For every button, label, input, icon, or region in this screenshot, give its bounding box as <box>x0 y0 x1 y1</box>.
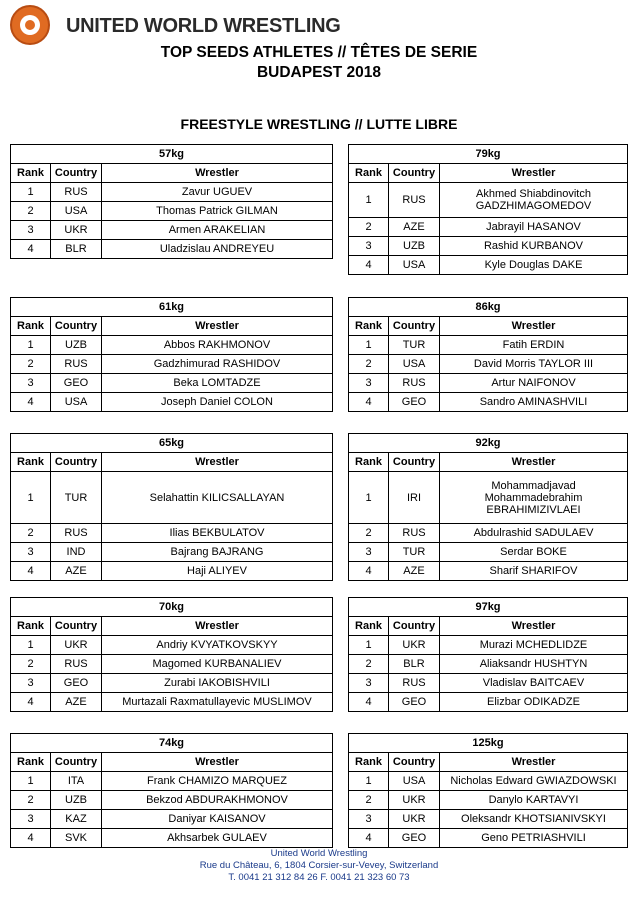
cell-wrestler: Elizbar ODIKADZE <box>440 693 628 712</box>
cell-wrestler: Danylo KARTAVYI <box>440 791 628 810</box>
cell-wrestler: Nicholas Edward GWIAZDOWSKI <box>440 772 628 791</box>
table-row <box>11 472 333 524</box>
cell-country: GEO <box>389 393 440 412</box>
cell-country: IND <box>51 543 102 562</box>
cell-rank: 1 <box>11 183 51 202</box>
table-row <box>349 810 628 829</box>
table-row <box>349 543 628 562</box>
cell-country: RUS <box>389 524 440 543</box>
cell-country: TUR <box>389 543 440 562</box>
footer-contact: T. 0041 21 312 84 26 F. 0041 21 323 60 73 <box>228 872 410 883</box>
column-header-country: Country <box>51 164 102 183</box>
cell-wrestler: Vladislav BAITCAEV <box>440 674 628 693</box>
table-row <box>349 256 628 275</box>
cell-country: USA <box>389 256 440 275</box>
cell-rank: 2 <box>11 524 51 543</box>
cell-wrestler: Murtazali Raxmatullayevic MUSLIMOV <box>102 693 333 712</box>
cell-rank: 1 <box>349 183 389 218</box>
page-title: TOP SEEDS ATHLETES // TÊTES DE SERIE <box>160 44 478 61</box>
table-row <box>349 374 628 393</box>
cell-country: AZE <box>51 562 102 581</box>
weight-category: 74kg <box>11 734 333 753</box>
cell-wrestler: Kyle Douglas DAKE <box>440 256 628 275</box>
table-row <box>349 524 628 543</box>
weight-category: 57kg <box>11 145 333 164</box>
cell-rank: 3 <box>11 674 51 693</box>
table-row <box>11 543 333 562</box>
table-header <box>349 753 628 772</box>
column-header-wrestler: Wrestler <box>102 753 333 772</box>
table-row <box>11 202 333 221</box>
cell-rank: 2 <box>349 791 389 810</box>
cell-wrestler: Abbos RAKHMONOV <box>102 336 333 355</box>
event-name: BUDAPEST 2018 <box>256 64 382 81</box>
table-row <box>349 393 628 412</box>
table-header <box>11 453 333 472</box>
cell-country: GEO <box>51 374 102 393</box>
table-row <box>11 693 333 712</box>
cell-rank: 1 <box>11 472 51 524</box>
cell-rank: 3 <box>349 674 389 693</box>
cell-rank: 4 <box>11 693 51 712</box>
table-header <box>349 317 628 336</box>
table-row <box>349 472 628 524</box>
cell-rank: 2 <box>11 655 51 674</box>
table-92kg <box>348 433 628 581</box>
weight-category: 92kg <box>349 434 628 453</box>
table-header <box>11 317 333 336</box>
cell-country: RUS <box>389 374 440 393</box>
cell-rank: 4 <box>349 829 389 848</box>
cell-wrestler: Akhmed Shiabdinovitch GADZHIMAGOMEDOV <box>440 183 628 218</box>
table-74kg <box>10 733 333 848</box>
column-header-wrestler: Wrestler <box>440 753 628 772</box>
column-header-wrestler: Wrestler <box>102 164 333 183</box>
cell-country: IRI <box>389 472 440 524</box>
table-row <box>11 374 333 393</box>
table-header <box>349 453 628 472</box>
cell-country: UKR <box>389 810 440 829</box>
table-61kg <box>10 297 333 412</box>
column-header-rank: Rank <box>11 453 51 472</box>
column-header-rank: Rank <box>349 317 389 336</box>
cell-country: AZE <box>389 562 440 581</box>
cell-country: USA <box>51 393 102 412</box>
cell-rank: 1 <box>349 772 389 791</box>
table-row <box>349 829 628 848</box>
cell-wrestler: Geno PETRIASHVILI <box>440 829 628 848</box>
cell-rank: 4 <box>11 393 51 412</box>
cell-country: UZB <box>51 336 102 355</box>
cell-rank: 2 <box>349 524 389 543</box>
column-header-rank: Rank <box>349 164 389 183</box>
table-header <box>11 164 333 183</box>
table-row <box>349 218 628 237</box>
weight-category: 61kg <box>11 298 333 317</box>
cell-wrestler: Sharif SHARIFOV <box>440 562 628 581</box>
cell-rank: 1 <box>11 772 51 791</box>
cell-wrestler: Joseph Daniel COLON <box>102 393 333 412</box>
cell-rank: 4 <box>349 256 389 275</box>
weight-category: 65kg <box>11 434 333 453</box>
column-header-rank: Rank <box>349 453 389 472</box>
table-row <box>11 674 333 693</box>
cell-rank: 3 <box>11 374 51 393</box>
cell-rank: 3 <box>11 810 51 829</box>
table-row <box>349 237 628 256</box>
cell-country: RUS <box>389 674 440 693</box>
cell-wrestler: Beka LOMTADZE <box>102 374 333 393</box>
cell-rank: 3 <box>11 543 51 562</box>
cell-rank: 2 <box>11 791 51 810</box>
column-header-wrestler: Wrestler <box>440 164 628 183</box>
column-header-country: Country <box>51 453 102 472</box>
cell-wrestler: Fatih ERDIN <box>440 336 628 355</box>
weight-category: 70kg <box>11 598 333 617</box>
cell-rank: 4 <box>11 829 51 848</box>
footer-address: Rue du Château, 6, 1804 Corsier-sur-Vevey, Switzerland <box>199 860 439 871</box>
column-header-rank: Rank <box>11 317 51 336</box>
cell-country: KAZ <box>51 810 102 829</box>
cell-rank: 2 <box>349 218 389 237</box>
cell-wrestler: Armen ARAKELIAN <box>102 221 333 240</box>
cell-country: AZE <box>51 693 102 712</box>
table-header <box>349 617 628 636</box>
cell-wrestler: Bekzod ABDURAKHMONOV <box>102 791 333 810</box>
cell-wrestler: Magomed KURBANALIEV <box>102 655 333 674</box>
table-row <box>11 829 333 848</box>
cell-country: RUS <box>51 524 102 543</box>
table-row <box>11 636 333 655</box>
cell-country: SVK <box>51 829 102 848</box>
table-row <box>349 636 628 655</box>
column-header-rank: Rank <box>349 753 389 772</box>
column-header-rank: Rank <box>349 617 389 636</box>
cell-country: BLR <box>389 655 440 674</box>
cell-country: GEO <box>389 829 440 848</box>
cell-rank: 3 <box>349 374 389 393</box>
cell-rank: 4 <box>11 240 51 259</box>
table-70kg <box>10 597 333 712</box>
cell-country: UKR <box>389 636 440 655</box>
cell-wrestler: Aliaksandr HUSHTYN <box>440 655 628 674</box>
table-row <box>349 674 628 693</box>
cell-country: GEO <box>51 674 102 693</box>
cell-wrestler: Jabrayil HASANOV <box>440 218 628 237</box>
table-row <box>11 655 333 674</box>
org-name: UNITED WORLD WRESTLING <box>66 15 341 37</box>
cell-rank: 4 <box>349 393 389 412</box>
table-row <box>11 183 333 202</box>
table-row <box>11 810 333 829</box>
cell-country: UKR <box>51 221 102 240</box>
table-row <box>11 355 333 374</box>
column-header-country: Country <box>51 753 102 772</box>
cell-rank: 1 <box>349 636 389 655</box>
table-row <box>349 655 628 674</box>
table-header <box>11 617 333 636</box>
table-row <box>349 562 628 581</box>
cell-rank: 3 <box>349 543 389 562</box>
cell-wrestler: David Morris TAYLOR III <box>440 355 628 374</box>
cell-rank: 4 <box>11 562 51 581</box>
table-79kg <box>348 144 628 275</box>
style-title: FREESTYLE WRESTLING // LUTTE LIBRE <box>180 116 458 132</box>
cell-rank: 2 <box>11 202 51 221</box>
cell-country: AZE <box>389 218 440 237</box>
weight-category: 86kg <box>349 298 628 317</box>
cell-wrestler: Ilias BEKBULATOV <box>102 524 333 543</box>
footer-org: United World Wrestling <box>270 848 368 859</box>
cell-rank: 1 <box>349 336 389 355</box>
cell-wrestler: Thomas Patrick GILMAN <box>102 202 333 221</box>
uww-logo <box>10 5 341 47</box>
table-row <box>349 693 628 712</box>
cell-wrestler: Mohammadjavad Mohammadebrahim EBRAHIMIZIVLAEI <box>440 472 628 524</box>
table-header <box>349 164 628 183</box>
column-header-country: Country <box>389 617 440 636</box>
cell-wrestler: Serdar BOKE <box>440 543 628 562</box>
cell-country: UZB <box>389 237 440 256</box>
cell-country: RUS <box>51 355 102 374</box>
table-row <box>349 336 628 355</box>
column-header-wrestler: Wrestler <box>440 453 628 472</box>
cell-wrestler: Akhsarbek GULAEV <box>102 829 333 848</box>
cell-wrestler: Artur NAIFONOV <box>440 374 628 393</box>
column-header-country: Country <box>51 317 102 336</box>
table-125kg <box>348 733 628 848</box>
table-97kg <box>348 597 628 712</box>
cell-wrestler: Zurabi IAKOBISHVILI <box>102 674 333 693</box>
table-row <box>11 791 333 810</box>
weight-category: 97kg <box>349 598 628 617</box>
cell-rank: 2 <box>349 355 389 374</box>
cell-wrestler: Rashid KURBANOV <box>440 237 628 256</box>
cell-country: UKR <box>51 636 102 655</box>
column-header-country: Country <box>389 164 440 183</box>
cell-rank: 3 <box>349 810 389 829</box>
column-header-wrestler: Wrestler <box>102 317 333 336</box>
cell-country: UZB <box>51 791 102 810</box>
weight-category: 79kg <box>349 145 628 164</box>
cell-rank: 1 <box>11 336 51 355</box>
cell-country: GEO <box>389 693 440 712</box>
cell-wrestler: Uladzislau ANDREYEU <box>102 240 333 259</box>
column-header-rank: Rank <box>11 617 51 636</box>
table-row <box>11 221 333 240</box>
table-57kg <box>10 144 333 259</box>
table-row <box>11 240 333 259</box>
cell-rank: 1 <box>349 472 389 524</box>
table-row <box>11 562 333 581</box>
cell-country: USA <box>389 772 440 791</box>
cell-rank: 2 <box>11 355 51 374</box>
table-65kg <box>10 433 333 581</box>
column-header-country: Country <box>389 453 440 472</box>
table-header <box>11 753 333 772</box>
cell-country: USA <box>51 202 102 221</box>
cell-country: USA <box>389 355 440 374</box>
column-header-country: Country <box>389 753 440 772</box>
cell-rank: 1 <box>11 636 51 655</box>
table-row <box>11 772 333 791</box>
column-header-rank: Rank <box>11 164 51 183</box>
table-row <box>349 355 628 374</box>
cell-rank: 3 <box>11 221 51 240</box>
cell-wrestler: Andriy KVYATKOVSKYY <box>102 636 333 655</box>
cell-country: RUS <box>51 655 102 674</box>
table-row <box>349 772 628 791</box>
column-header-country: Country <box>389 317 440 336</box>
cell-country: UKR <box>389 791 440 810</box>
table-row <box>11 393 333 412</box>
table-row <box>11 524 333 543</box>
cell-country: TUR <box>51 472 102 524</box>
column-header-wrestler: Wrestler <box>102 617 333 636</box>
column-header-country: Country <box>51 617 102 636</box>
cell-wrestler: Daniyar KAISANOV <box>102 810 333 829</box>
cell-country: BLR <box>51 240 102 259</box>
column-header-wrestler: Wrestler <box>102 453 333 472</box>
cell-wrestler: Abdulrashid SADULAEV <box>440 524 628 543</box>
cell-wrestler: Selahattin KILICSALLAYAN <box>102 472 333 524</box>
column-header-wrestler: Wrestler <box>440 617 628 636</box>
table-86kg <box>348 297 628 412</box>
cell-wrestler: Frank CHAMIZO MARQUEZ <box>102 772 333 791</box>
cell-rank: 3 <box>349 237 389 256</box>
cell-rank: 4 <box>349 562 389 581</box>
cell-wrestler: Sandro AMINASHVILI <box>440 393 628 412</box>
cell-wrestler: Zavur UGUEV <box>102 183 333 202</box>
table-row <box>349 791 628 810</box>
column-header-rank: Rank <box>11 753 51 772</box>
table-row <box>11 336 333 355</box>
cell-wrestler: Bajrang BAJRANG <box>102 543 333 562</box>
cell-rank: 2 <box>349 655 389 674</box>
cell-country: RUS <box>389 183 440 218</box>
column-header-wrestler: Wrestler <box>440 317 628 336</box>
cell-wrestler: Haji ALIYEV <box>102 562 333 581</box>
cell-wrestler: Gadzhimurad RASHIDOV <box>102 355 333 374</box>
weight-category: 125kg <box>349 734 628 753</box>
wrestling-emblem-icon <box>10 5 50 45</box>
cell-wrestler: Oleksandr KHOTSIANIVSKYI <box>440 810 628 829</box>
cell-country: RUS <box>51 183 102 202</box>
cell-wrestler: Murazi MCHEDLIDZE <box>440 636 628 655</box>
cell-country: ITA <box>51 772 102 791</box>
cell-rank: 4 <box>349 693 389 712</box>
cell-country: TUR <box>389 336 440 355</box>
table-row <box>349 183 628 218</box>
